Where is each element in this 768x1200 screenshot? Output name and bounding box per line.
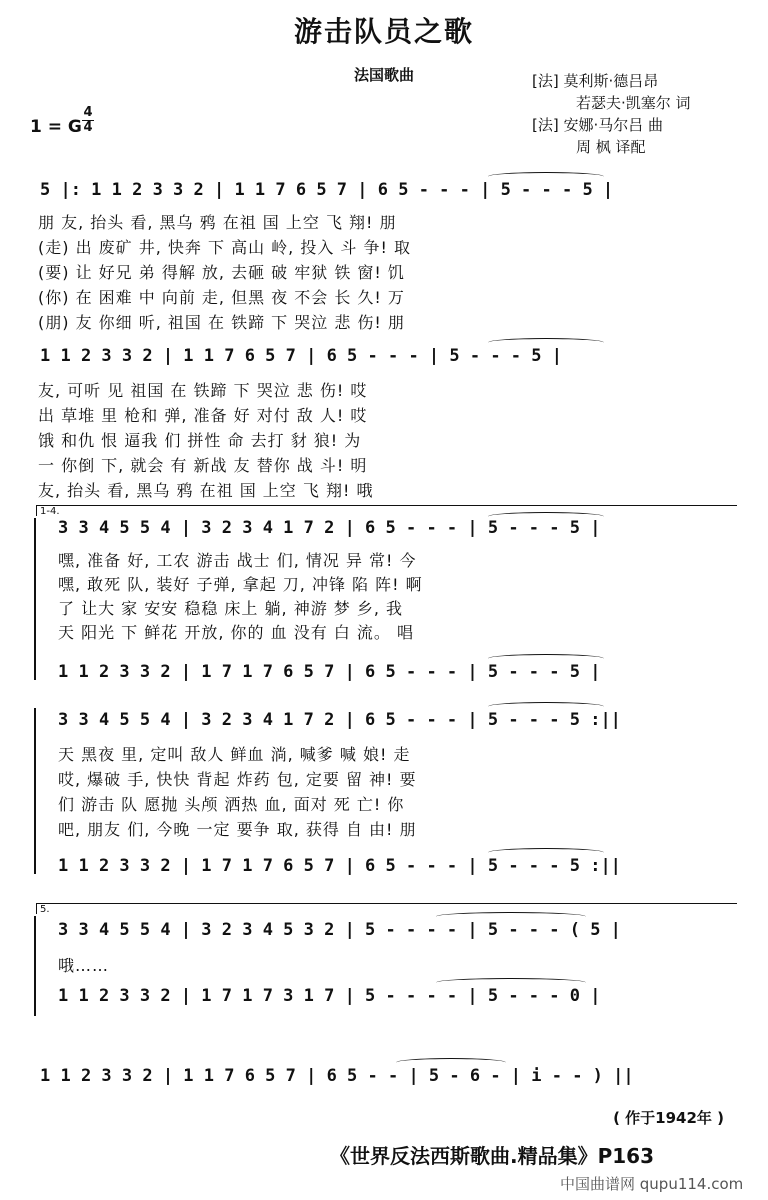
system-1-lyric-4: (你) 在 困难 中 向前 走, 但黑 夜 不会 长 久! 万 bbox=[38, 288, 405, 307]
system-brace bbox=[34, 916, 36, 1016]
system-1-lyric-3: (要) 让 好兄 弟 得解 放, 去砸 破 牢狱 铁 窗! 饥 bbox=[38, 263, 405, 282]
volta-bracket bbox=[36, 903, 737, 914]
system-1-notes: 5 |: 1 1 2 3 3 2 | 1 1 7 6 5 7 | 6 5 - - - | 5 - - - 5 | bbox=[40, 180, 614, 200]
credit-line-2: 若瑟夫·凯塞尔 词 bbox=[576, 94, 691, 112]
song-title: 游击队员之歌 bbox=[293, 15, 474, 48]
volta-label: 1-4. bbox=[40, 506, 60, 517]
system-4-bass: 1 1 2 3 3 2 | 1 7 1 7 6 5 7 | 6 5 - - - | 5 - - - 5 :|| bbox=[58, 856, 621, 876]
system-2-notes: 1 1 2 3 3 2 | 1 1 7 6 5 7 | 6 5 - - - | 5 - - - 5 | bbox=[40, 346, 562, 366]
system-3-lyric-2: 嘿, 敢死 队, 装好 子弹, 拿起 刀, 冲锋 陷 阵! 啊 bbox=[58, 575, 423, 594]
volta-bracket bbox=[36, 505, 737, 516]
system-4-lyric-3: 们 游击 队 愿抛 头颅 洒热 血, 面对 死 亡! 你 bbox=[58, 795, 405, 814]
system-1-lyric-5: (朋) 友 你细 听, 祖国 在 铁蹄 下 哭泣 悲 伤! 朋 bbox=[38, 313, 405, 332]
system-3-lyric-1: 嘿, 准备 好, 工农 游击 战士 们, 情况 异 常! 今 bbox=[58, 551, 417, 570]
time-signature-top: 4 bbox=[83, 105, 93, 120]
system-2-lyric-5: 友, 抬头 看, 黑乌 鸦 在祖 国 上空 飞 翔! 哦 bbox=[38, 481, 374, 500]
time-signature bbox=[82, 106, 94, 135]
system-2-lyric-2: 出 草堆 里 枪和 弹, 准备 好 对付 敌 人! 哎 bbox=[38, 406, 368, 425]
system-brace bbox=[34, 708, 36, 874]
system-1-lyric-1: 朋 友, 抬头 看, 黑乌 鸦 在祖 国 上空 飞 翔! 朋 bbox=[38, 213, 397, 232]
time-signature-bottom: 4 bbox=[83, 120, 93, 135]
source-citation: 《世界反法西斯歌曲.精品集》P163 bbox=[330, 1144, 655, 1168]
system-4-notes: 3 3 4 5 5 4 | 3 2 3 4 1 7 2 | 6 5 - - - | 5 - - - 5 :|| bbox=[58, 710, 621, 730]
system-1-lyric-2: (走) 出 废矿 井, 快奔 下 高山 岭, 投入 斗 争! 取 bbox=[38, 238, 412, 257]
song-subtitle: 法国歌曲 bbox=[353, 66, 414, 84]
composition-year: ( 作于1942年 ) bbox=[613, 1109, 724, 1127]
key-signature: 1 = G bbox=[30, 117, 82, 137]
system-brace bbox=[34, 518, 36, 680]
system-6-notes: 1 1 2 3 3 2 | 1 1 7 6 5 7 | 6 5 - - | 5 - 6 - | i - - ) || bbox=[40, 1066, 634, 1086]
system-5-notes: 3 3 4 5 5 4 | 3 2 3 4 5 3 2 | 5 - - - - | 5 - - - ( 5 | bbox=[58, 920, 621, 940]
system-4-lyric-1: 天 黑夜 里, 定叫 敌人 鲜血 淌, 喊爹 喊 娘! 走 bbox=[58, 745, 411, 764]
system-3-lyric-3: 了 让大 家 安安 稳稳 床上 躺, 神游 梦 乡, 我 bbox=[58, 599, 404, 618]
system-3-notes: 3 3 4 5 5 4 | 3 2 3 4 1 7 2 | 6 5 - - - | 5 - - - 5 | bbox=[58, 518, 601, 538]
system-3-lyric-4: 天 阳光 下 鲜花 开放, 你的 血 没有 白 流。 唱 bbox=[58, 623, 414, 642]
volta-label: 5. bbox=[40, 904, 50, 915]
system-4-lyric-4: 吧, 朋友 们, 今晚 一定 要争 取, 获得 自 由! 朋 bbox=[58, 820, 417, 839]
system-2-lyric-1: 友, 可听 见 祖国 在 铁蹄 下 哭泣 悲 伤! 哎 bbox=[38, 381, 368, 400]
system-2-lyric-3: 饿 和仇 恨 逼我 们 拼性 命 去打 豺 狼! 为 bbox=[38, 431, 362, 450]
system-5-bass: 1 1 2 3 3 2 | 1 7 1 7 3 1 7 | 5 - - - - | 5 - - - 0 | bbox=[58, 986, 601, 1006]
credit-line-4: 周 枫 译配 bbox=[576, 138, 646, 156]
credit-line-3: [法] 安娜·马尔吕 曲 bbox=[532, 116, 664, 134]
watermark: 中国曲谱网 qupu114.com bbox=[560, 1175, 744, 1193]
system-2-lyric-4: 一 你倒 下, 就会 有 新战 友 替你 战 斗! 明 bbox=[38, 456, 368, 475]
system-5-lyric-1: 哦…… bbox=[58, 956, 110, 975]
system-4-lyric-2: 哎, 爆破 手, 快快 背起 炸药 包, 定要 留 神! 要 bbox=[58, 770, 417, 789]
system-3-bass: 1 1 2 3 3 2 | 1 7 1 7 6 5 7 | 6 5 - - - | 5 - - - 5 | bbox=[58, 662, 601, 682]
credit-line-1: [法] 莫利斯·德吕昂 bbox=[532, 72, 659, 90]
